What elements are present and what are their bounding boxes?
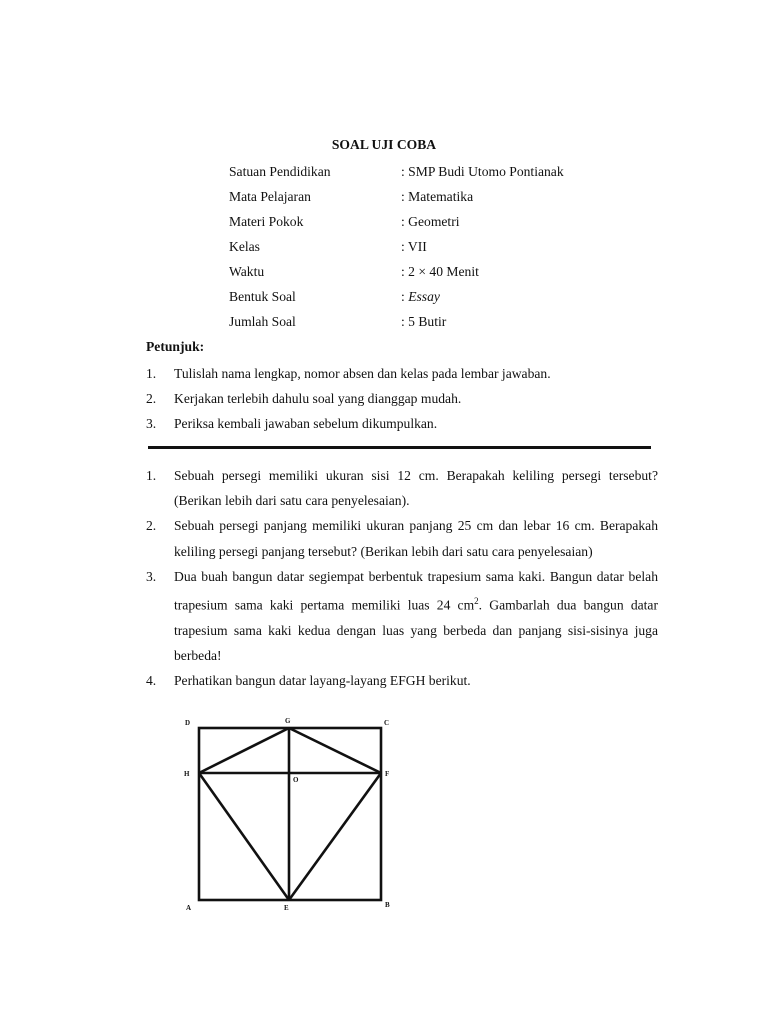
meta-value-prefix: : <box>401 289 409 304</box>
meta-value: : Geometri <box>401 214 460 229</box>
segment-he <box>199 773 289 900</box>
superscript: 2 <box>474 596 479 607</box>
meta-label: Bentuk Soal <box>229 289 296 304</box>
label-d: D <box>185 719 191 727</box>
label-h: H <box>184 770 190 778</box>
instruction-number: 3. <box>146 416 157 431</box>
section-divider <box>148 446 651 449</box>
label-c: C <box>384 719 390 727</box>
instruction-item <box>146 364 666 389</box>
question-text: Perhatikan bangun datar layang-layang EFGH berikut. <box>174 673 471 689</box>
label-b: B <box>385 901 390 909</box>
meta-value-italic: Essay <box>408 289 440 304</box>
label-f: F <box>385 770 390 778</box>
instructions-list <box>146 364 666 439</box>
instructions-heading: Petunjuk: <box>146 339 205 354</box>
instruction-item <box>146 414 666 439</box>
meta-label: Materi Pokok <box>229 214 304 229</box>
label-g: G <box>285 717 291 725</box>
question-number: 1. <box>146 468 157 483</box>
question-number: 2. <box>146 518 157 534</box>
instruction-text: Periksa kembali jawaban sebelum dikumpulkan. <box>174 416 438 431</box>
segment-hg <box>199 728 289 773</box>
question-item <box>146 564 658 668</box>
meta-value: : 5 Butir <box>401 314 447 329</box>
question-number: 3. <box>146 568 157 584</box>
question-item <box>146 513 658 563</box>
kite-figure <box>178 714 398 914</box>
question-list <box>146 463 658 693</box>
question-item <box>146 463 658 513</box>
instruction-text: Tulislah nama lengkap, nomor absen dan kelas pada lembar jawaban. <box>174 366 551 381</box>
label-a: A <box>186 904 192 912</box>
meta-label: Mata Pelajaran <box>229 189 311 204</box>
meta-label: Jumlah Soal <box>229 314 296 329</box>
meta-label: Kelas <box>229 239 260 254</box>
meta-value: : SMP Budi Utomo Pontianak <box>401 164 564 179</box>
question-item <box>146 668 658 693</box>
meta-value: : Matematika <box>401 189 474 204</box>
instruction-item <box>146 389 666 414</box>
question-text-part: Dua buah bangun datar segiempat berbentuk trapesium sama kaki. Bangun datar belah trapesium sama kaki pertama memiliki luas 24 cm <box>174 568 658 613</box>
label-e: E <box>284 904 289 912</box>
meta-value <box>401 287 440 306</box>
segment-fe <box>289 773 381 900</box>
question-text: Sebuah persegi panjang memiliki ukuran panjang 25 cm dan lebar 16 cm. Berapakah keliling persegi panjang tersebut? (Berikan lebih dari satu cara penyelesaian) <box>174 518 658 559</box>
question-number: 4. <box>146 673 157 689</box>
meta-label: Waktu <box>229 264 265 279</box>
instruction-number: 1. <box>146 366 157 381</box>
kite-diagram <box>178 714 398 914</box>
segment-gf <box>289 728 381 773</box>
document-title: SOAL UJI COBA <box>331 137 437 152</box>
meta-value: : VII <box>401 239 427 254</box>
instruction-number: 2. <box>146 391 157 406</box>
question-text <box>174 564 658 668</box>
meta-value: : 2 × 40 Menit <box>401 264 479 279</box>
question-text-part: . Gambarlah dua bangun datar trapesium sama kaki kedua dengan luas yang berbeda dan panjang sisi-sisinya juga berbeda! <box>174 597 658 663</box>
instruction-text: Kerjakan terlebih dahulu soal yang dianggap mudah. <box>174 391 462 406</box>
label-o: O <box>293 776 299 784</box>
meta-label: Satuan Pendidikan <box>229 164 331 179</box>
question-text: Sebuah persegi memiliki ukuran sisi 12 cm. Berapakah keliling persegi tersebut? (Berikan lebih dari satu cara penyelesaian). <box>174 468 658 509</box>
